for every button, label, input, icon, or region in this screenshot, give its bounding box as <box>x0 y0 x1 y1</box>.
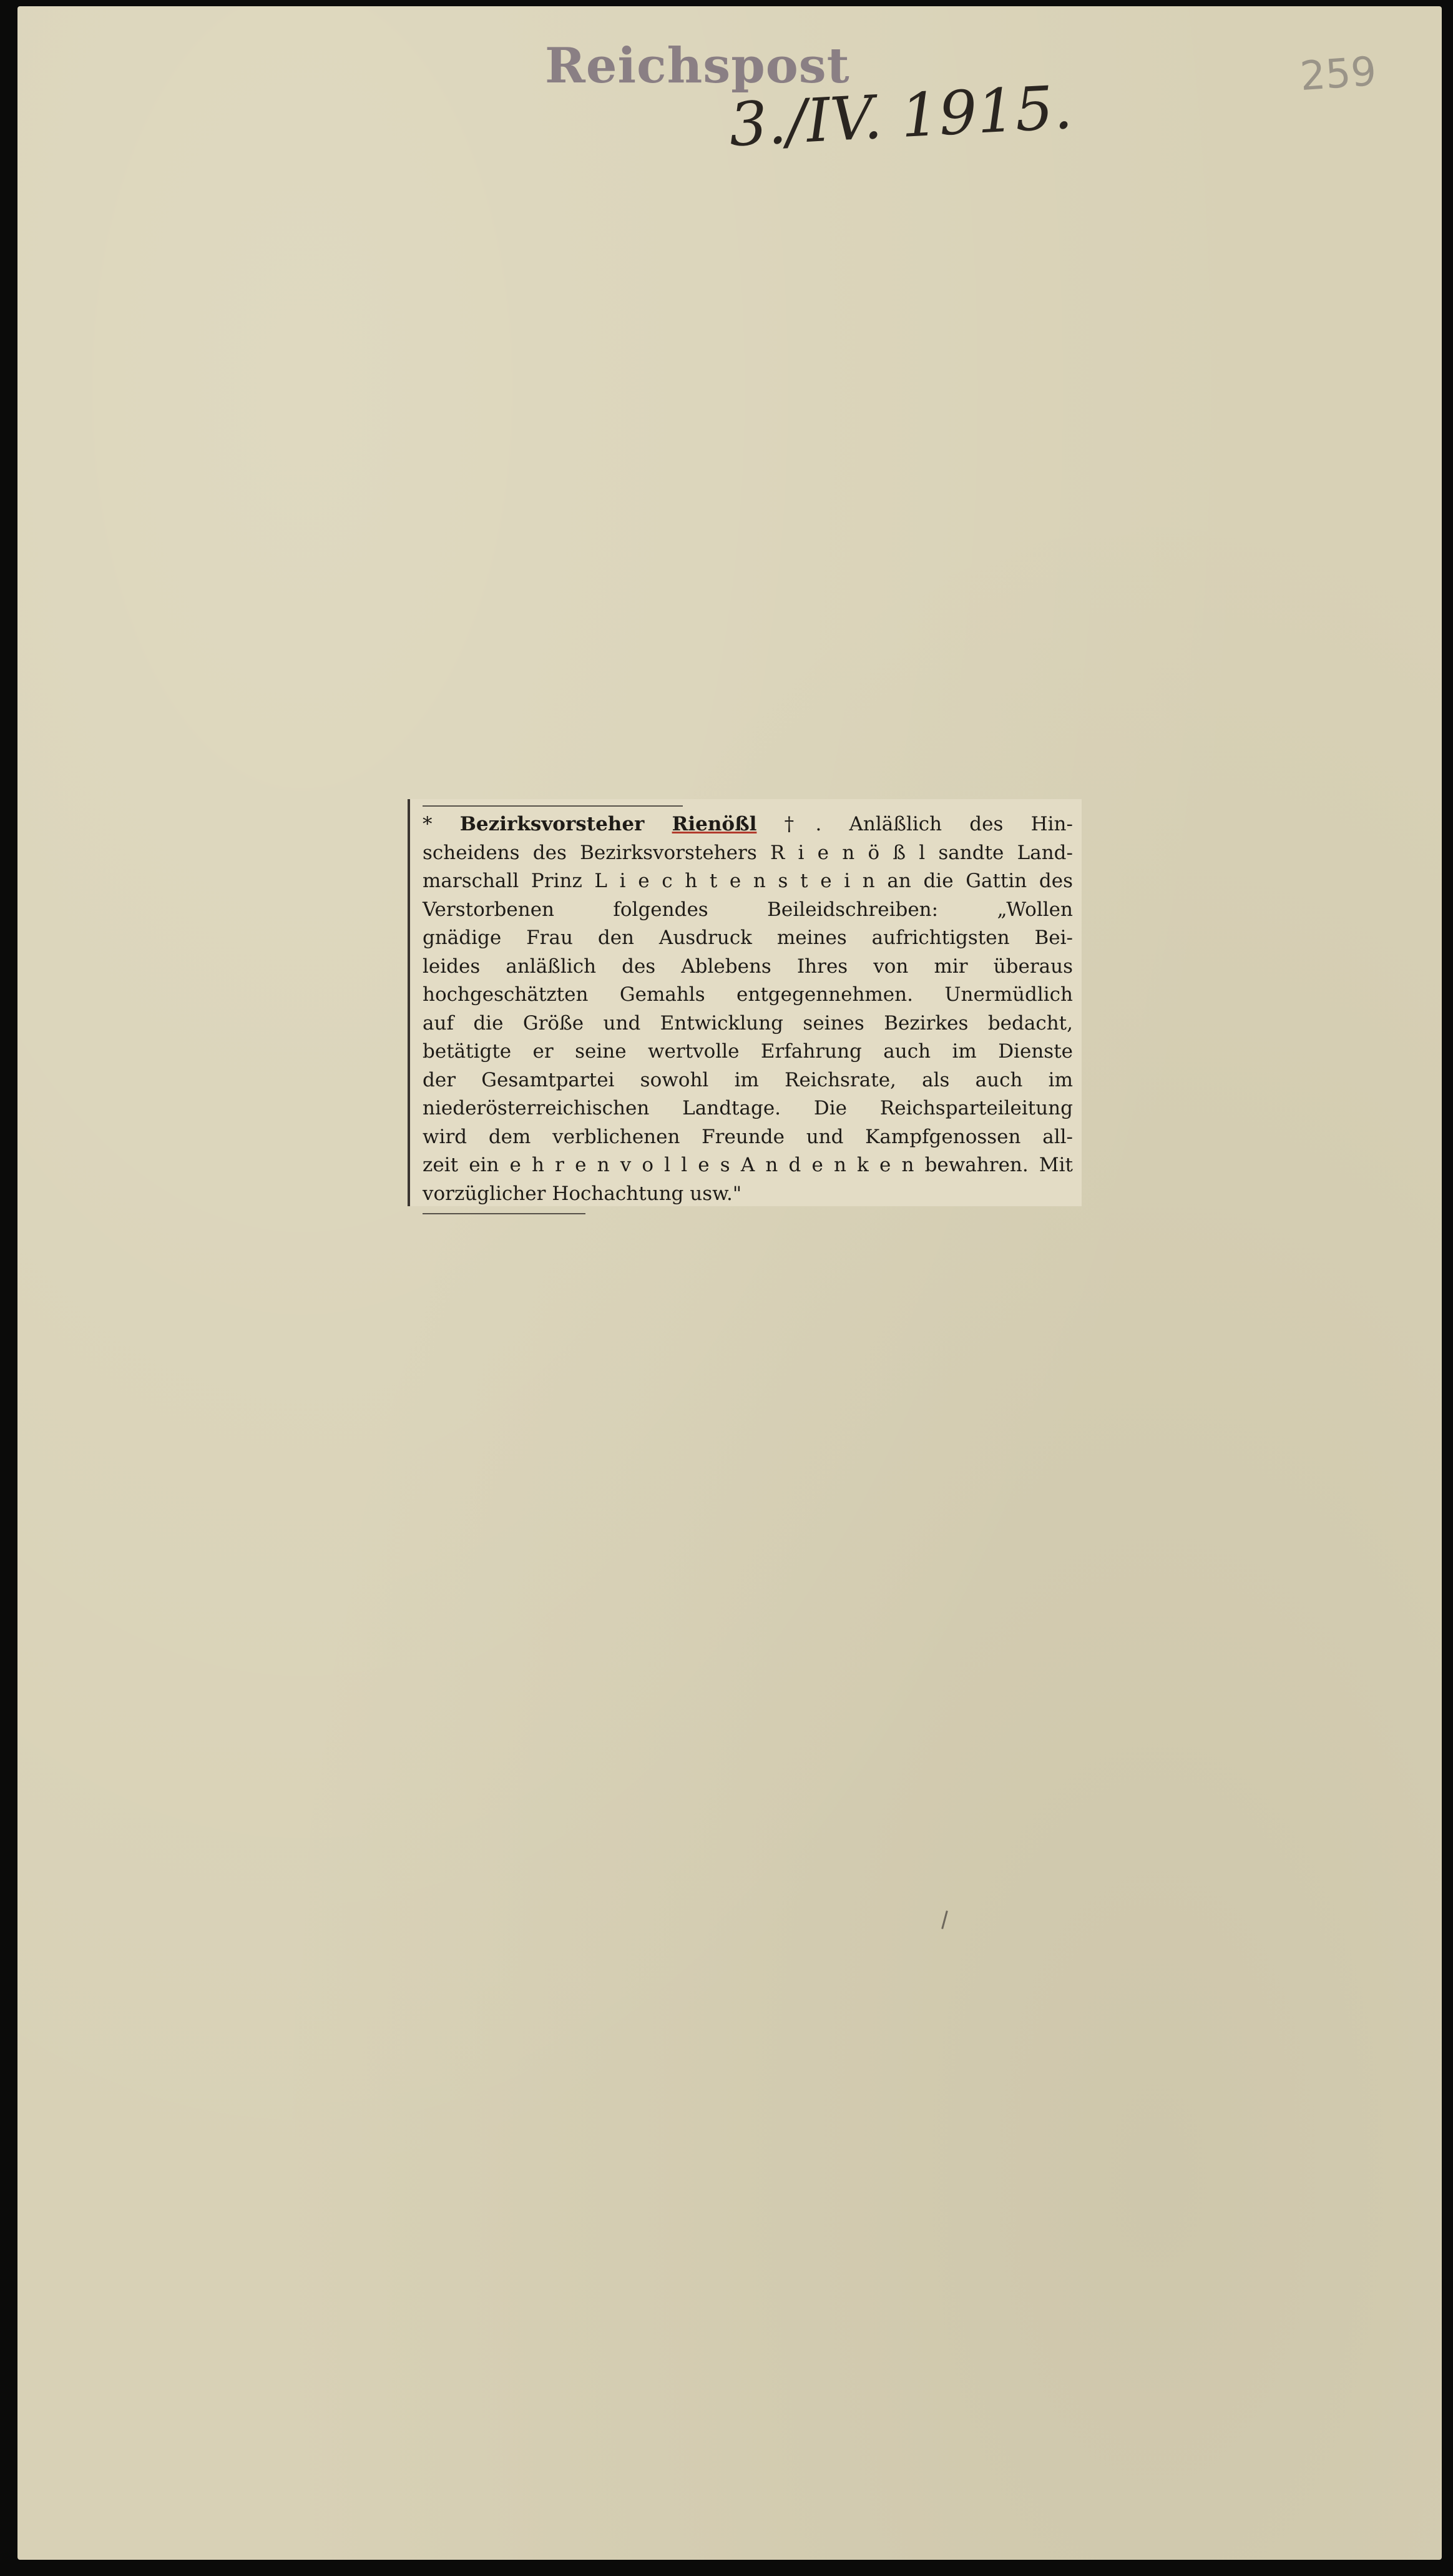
clipping-bottom-rule <box>423 1213 585 1214</box>
clipping-line: betätigte er seine wertvolle Erfahrung auch im Dienste <box>423 1040 1073 1063</box>
newspaper-stamp: Reichspost <box>545 37 850 94</box>
document-sheet <box>17 6 1442 2560</box>
clipping-line: leides anläßlich des Ablebens Ihres von mir überaus <box>423 955 1073 978</box>
handwritten-date: 3./IV. 1915. <box>727 72 1074 160</box>
clipping-line: der Gesamtpartei sowohl im Reichsrate, als auch im <box>423 1068 1073 1091</box>
clipping-name: Rienößl <box>672 813 757 835</box>
clipping-line: scheidens des Bezirksvorstehers R i e n ö ß l sandte Land- <box>423 841 1073 864</box>
clipping-line: hochgeschätzten Gemahls entgegennehmen. Unermüdlich <box>423 983 1073 1006</box>
clipping-line-rest: †. Anläßlich des Hin- <box>756 813 1073 835</box>
clipping-title: Bezirksvorsteher <box>459 813 645 835</box>
page-number: 259 <box>1298 48 1378 101</box>
clipping-line <box>423 810 1073 839</box>
clipping-line: marschall Prinz L i e c h t e n s t e i n an die Gattin des <box>423 870 1073 892</box>
clipping-line: auf die Größe und Entwicklung seines Bezirkes bedacht, <box>423 1011 1073 1035</box>
clipping-line: zeit ein e h r e n v o l l e s A n d e n k e n bewahren. Mit <box>423 1154 1073 1176</box>
clipping-line: wird dem verblichenen Freunde und Kampfgenossen all- <box>423 1125 1073 1148</box>
clipping-line-prefix: * <box>423 813 460 835</box>
newspaper-clipping <box>408 799 1082 1206</box>
clipping-line: Verstorbenen folgendes Beileidschreiben: „Wollen <box>423 898 1073 921</box>
clipping-line: gnädige Frau den Ausdruck meines aufrichtigsten Bei- <box>423 927 1073 949</box>
clipping-line: vorzüglicher Hochachtung usw." <box>423 1182 742 1205</box>
clipping-top-rule <box>423 805 683 807</box>
clipping-line: niederösterreichischen Landtage. Die Reichsparteileitung <box>423 1097 1073 1119</box>
pencil-mark <box>941 1910 948 1929</box>
